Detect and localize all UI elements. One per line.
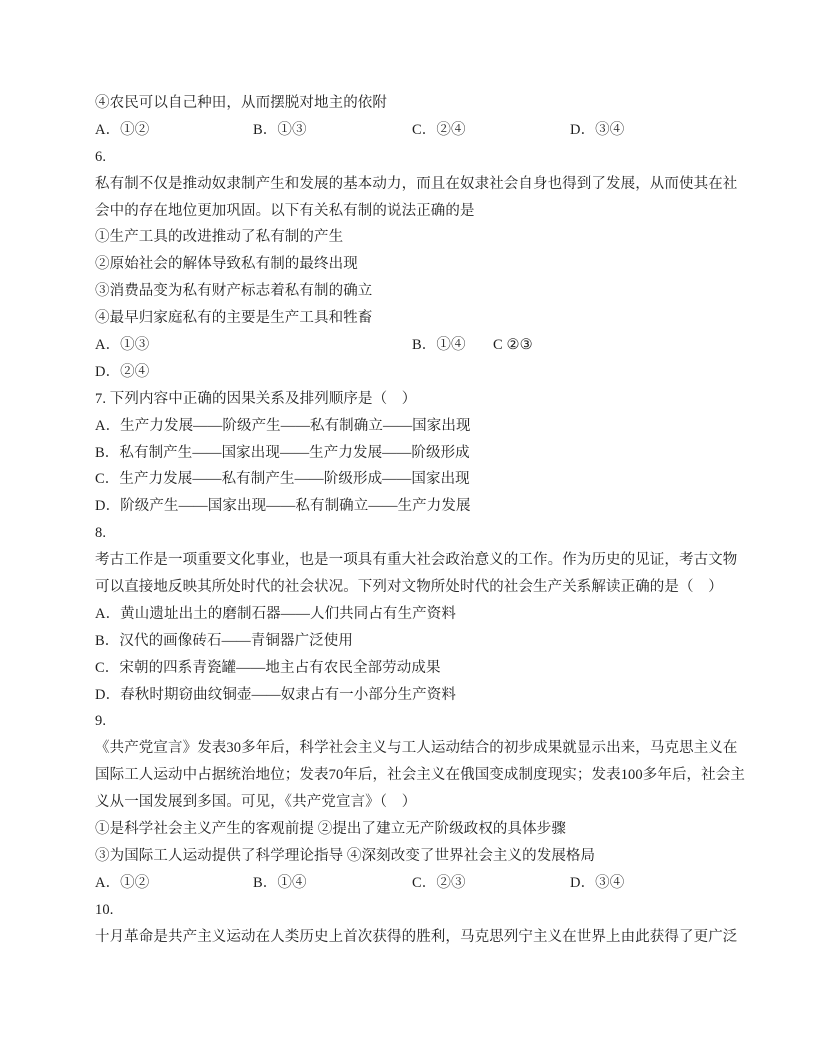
question-6-answer-row-1 [95,332,745,359]
question-6-answer-a: A．①③ [95,337,150,354]
question-8-stem-line-1: 考古工作是一项重要文化事业，也是一项具有重大社会政治意义的工作。作为历史的见证，考古文物 [95,552,738,569]
question-9-stem-line-3: 义从一国发展到多国。可见，《共产党宣言》（ ） [95,794,417,811]
exam-content [95,90,745,951]
question-6-answer-b: B．①④ [412,337,466,354]
question-7-option-d: D．阶级产生——国家出现——私有制确立——生产力发展 [95,498,471,515]
question-8-option-c: C．宋朝的四系青瓷罐——地主占有农民全部劳动成果 [95,659,441,676]
question-6-answer-d: D．②④ [95,363,150,380]
question-6-item-1: ①生产工具的改进推动了私有制的产生 [95,229,344,246]
question-9-items-row-1: ①是科学社会主义产生的客观前提 ②提出了建立无产阶级政权的具体步骤 [95,821,566,838]
question-8-stem-line-2: 可以直接地反映其所处时代的社会状况。下列对文物所处时代的社会生产关系解读正确的是（ ） [95,579,723,596]
question-10-number: 10. [95,901,114,918]
question-7-stem: 7. 下列内容中正确的因果关系及排列顺序是（ ） [95,390,417,407]
question-6-stem-line-2: 会中的存在地位更加巩固。以下有关私有制的说法正确的是 [95,202,475,219]
question-8-option-d: D．春秋时期窃曲纹铜壶——奴隶占有一小部分生产资料 [95,686,456,703]
question-7-option-a: A．生产力发展——阶级产生——私有制确立——国家出现 [95,417,471,434]
question-6-item-3: ③消费品变为私有财产标志着私有制的确立 [95,283,373,300]
question-5-answer-row [95,117,745,144]
question-5-answer-c: C．②④ [412,121,466,138]
question-9-stem-line-1: 《共产党宣言》发表30多年后，科学社会主义与工人运动结合的初步成果就显示出来，马克思主义在 [95,740,738,757]
question-6-stem-line-1: 私有制不仅是推动奴隶制产生和发展的基本动力，而且在奴隶社会自身也得到了发展，从而使其在社 [95,175,738,192]
question-5-answer-b: B．①③ [253,121,307,138]
question-8-number: 8. [95,525,107,542]
question-5-answer-d: D．③④ [570,121,625,138]
question-9-answer-a: A．①② [95,874,150,891]
question-9-answer-row [95,870,745,897]
question-5-item-4: ④农民可以自己种田，从而摆脱对地主的依附 [95,95,387,111]
question-8-option-b: B．汉代的画像砖石——青铜器广泛使用 [95,632,353,649]
question-9-items-row-2: ③为国际工人运动提供了科学理论指导 ④深刻改变了世界社会主义的发展格局 [95,847,596,864]
question-6-item-2: ②原始社会的解体导致私有制的最终出现 [95,256,358,273]
question-7-option-c: C．生产力发展——私有制产生——阶级形成——国家出现 [95,471,470,488]
question-9-answer-b: B．①④ [253,874,307,891]
question-7-option-b: B．私有制产生——国家出现——生产力发展——阶级形成 [95,444,470,461]
question-9-answer-d: D．③④ [570,874,625,891]
question-10-stem-line-1: 十月革命是共产主义运动在人类历史上首次获得的胜利，马克思列宁主义在世界上由此获得了更广泛 [95,928,738,945]
question-9-stem-line-2: 国际工人运动中占据统治地位；发表70年后，社会主义在俄国变成制度现实；发表100多年后，社会主 [95,767,745,784]
question-8-option-a: A．黄山遗址出土的磨制石器——人们共同占有生产资料 [95,605,456,622]
question-9-number: 9. [95,713,107,730]
question-5-answer-a: A．①② [95,121,150,138]
question-6-item-4: ④最早归家庭私有的主要是生产工具和牲畜 [95,310,373,327]
question-9-answer-c: C．②③ [412,874,466,891]
question-6-answer-c: C ②③ [493,337,533,354]
question-6-number: 6. [95,148,107,165]
